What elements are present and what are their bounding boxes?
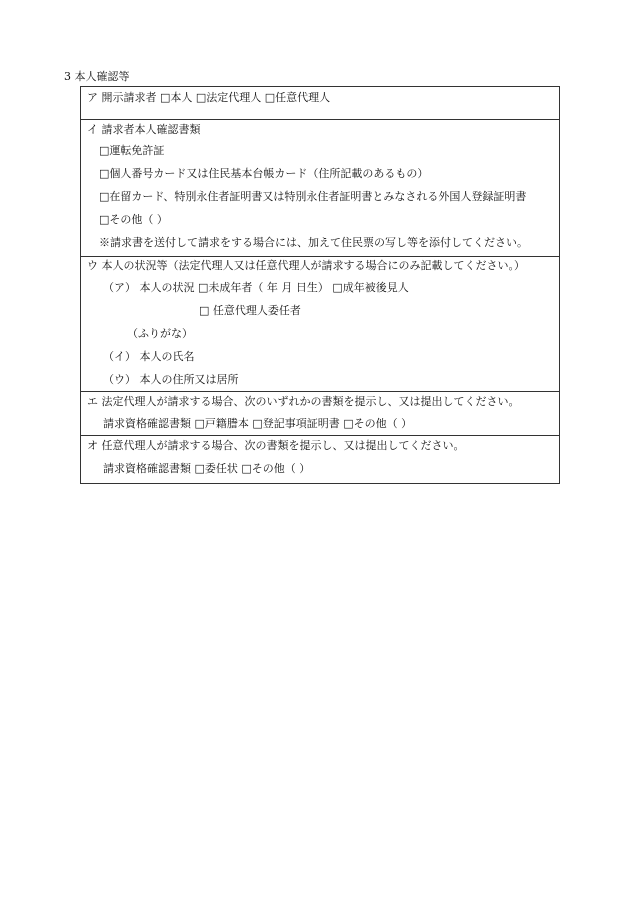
legal-agent-docs-section — [81, 391, 559, 435]
doc-option-my-number-card: □個人番号カード又は住民基本台帳カード（住所記載のあるもの） — [99, 167, 429, 180]
doc-option-residence-card: □在留カード、特別永住者証明書又は特別永住者証明書とみなされる外国人登録証明書 — [99, 190, 527, 203]
legal-agent-docs-title: エ 法定代理人が請求する場合、次のいずれかの書類を提示し、又は提出してください。 — [87, 395, 520, 408]
requester-type-line: ア 開示請求者 □本人 □法定代理人 □任意代理人 — [87, 91, 331, 104]
person-status-section — [81, 256, 559, 391]
person-status-title: ウ 本人の状況等（法定代理人又は任意代理人が請求する場合にのみ記載してください。） — [87, 259, 525, 272]
person-name-label: （イ） 本人の氏名 — [103, 350, 195, 363]
doc-option-drivers-license: □運転免許証 — [99, 144, 165, 157]
requester-type-section — [81, 87, 559, 119]
person-status-line: （ア） 本人の状況 □未成年者（ 年 月 日生） □成年被後見人 — [103, 281, 409, 294]
furigana-label: （ふりがな） — [127, 327, 193, 340]
voluntary-agent-docs-section — [81, 435, 559, 483]
doc-option-other: □その他（ ） — [99, 213, 168, 226]
legal-agent-docs-options: 請求資格確認書類 □戸籍謄本 □登記事項証明書 □その他（ ） — [103, 417, 413, 430]
voluntary-agent-docs-options: 請求資格確認書類 □委任状 □その他（ ） — [103, 462, 311, 475]
mailing-note: ※請求書を送付して請求をする場合には、加えて住民票の写し等を添付してください。 — [99, 236, 528, 249]
section-heading: 3 本人確認等 — [64, 70, 130, 83]
identity-verification-form — [80, 86, 560, 484]
person-status-line-2: □ 任意代理人委任者 — [199, 304, 301, 317]
voluntary-agent-docs-title: オ 任意代理人が請求する場合、次の書類を提示し、又は提出してください。 — [87, 439, 465, 452]
identity-documents-title: イ 請求者本人確認書類 — [87, 123, 201, 136]
identity-documents-section — [81, 119, 559, 256]
person-address-label: （ウ） 本人の住所又は居所 — [103, 373, 239, 386]
